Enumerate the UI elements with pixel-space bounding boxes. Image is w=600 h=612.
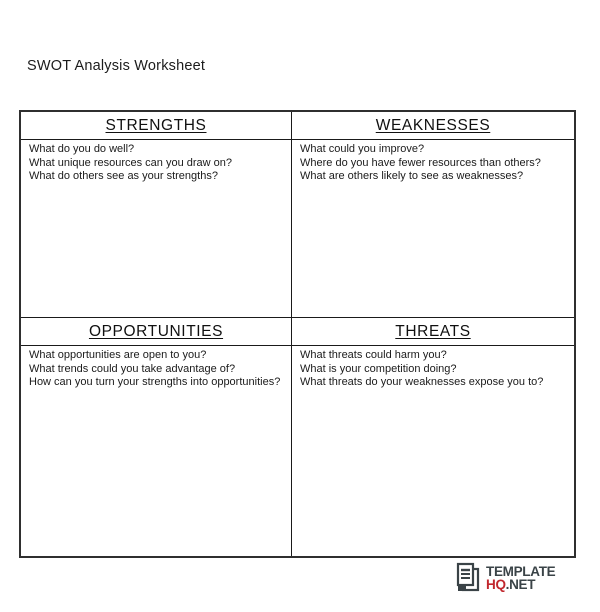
opportunities-header: OPPORTUNITIES: [21, 318, 291, 346]
logo-line2-accent: HQ: [486, 577, 506, 592]
threats-header: THREATS: [292, 318, 574, 346]
question-line: What unique resources can you draw on?: [29, 156, 233, 169]
question-line: What is your competition doing?: [300, 362, 457, 375]
quadrant-threats: [292, 318, 574, 556]
logo-line2-rest: .NET: [505, 577, 536, 592]
question-line: What opportunities are open to you?: [29, 349, 207, 361]
strengths-header: STRENGTHS: [21, 112, 291, 140]
question-line: What do you do well?: [29, 143, 135, 155]
question-line: What threats do your weaknesses expose you to?: [300, 376, 544, 388]
logo-wordmark: [486, 562, 555, 591]
quadrant-opportunities: [21, 318, 292, 556]
question-line: What trends could you take advantage of?: [29, 362, 236, 375]
question-line: What threats could harm you?: [300, 349, 447, 361]
templatehq-logo: [455, 562, 555, 596]
question-line: How can you turn your strengths into opportunities?: [29, 376, 281, 388]
page-title: SWOT Analysis Worksheet: [27, 58, 206, 74]
stacked-pages-icon: [455, 562, 483, 596]
swot-table: [19, 110, 576, 558]
question-line: What do others see as your strengths?: [29, 170, 218, 182]
quadrant-weaknesses: [292, 112, 574, 318]
question-line: Where do you have fewer resources than others?: [300, 156, 541, 169]
strengths-questions: [21, 140, 291, 317]
threats-questions: [292, 346, 574, 556]
logo-line1: TEMPLATE: [486, 564, 556, 579]
question-line: What could you improve?: [300, 143, 425, 155]
weaknesses-questions: [292, 140, 574, 317]
quadrant-strengths: [21, 112, 292, 318]
opportunities-questions: [21, 346, 291, 556]
question-line: What are others likely to see as weaknesses?: [300, 170, 524, 182]
weaknesses-header: WEAKNESSES: [292, 112, 574, 140]
